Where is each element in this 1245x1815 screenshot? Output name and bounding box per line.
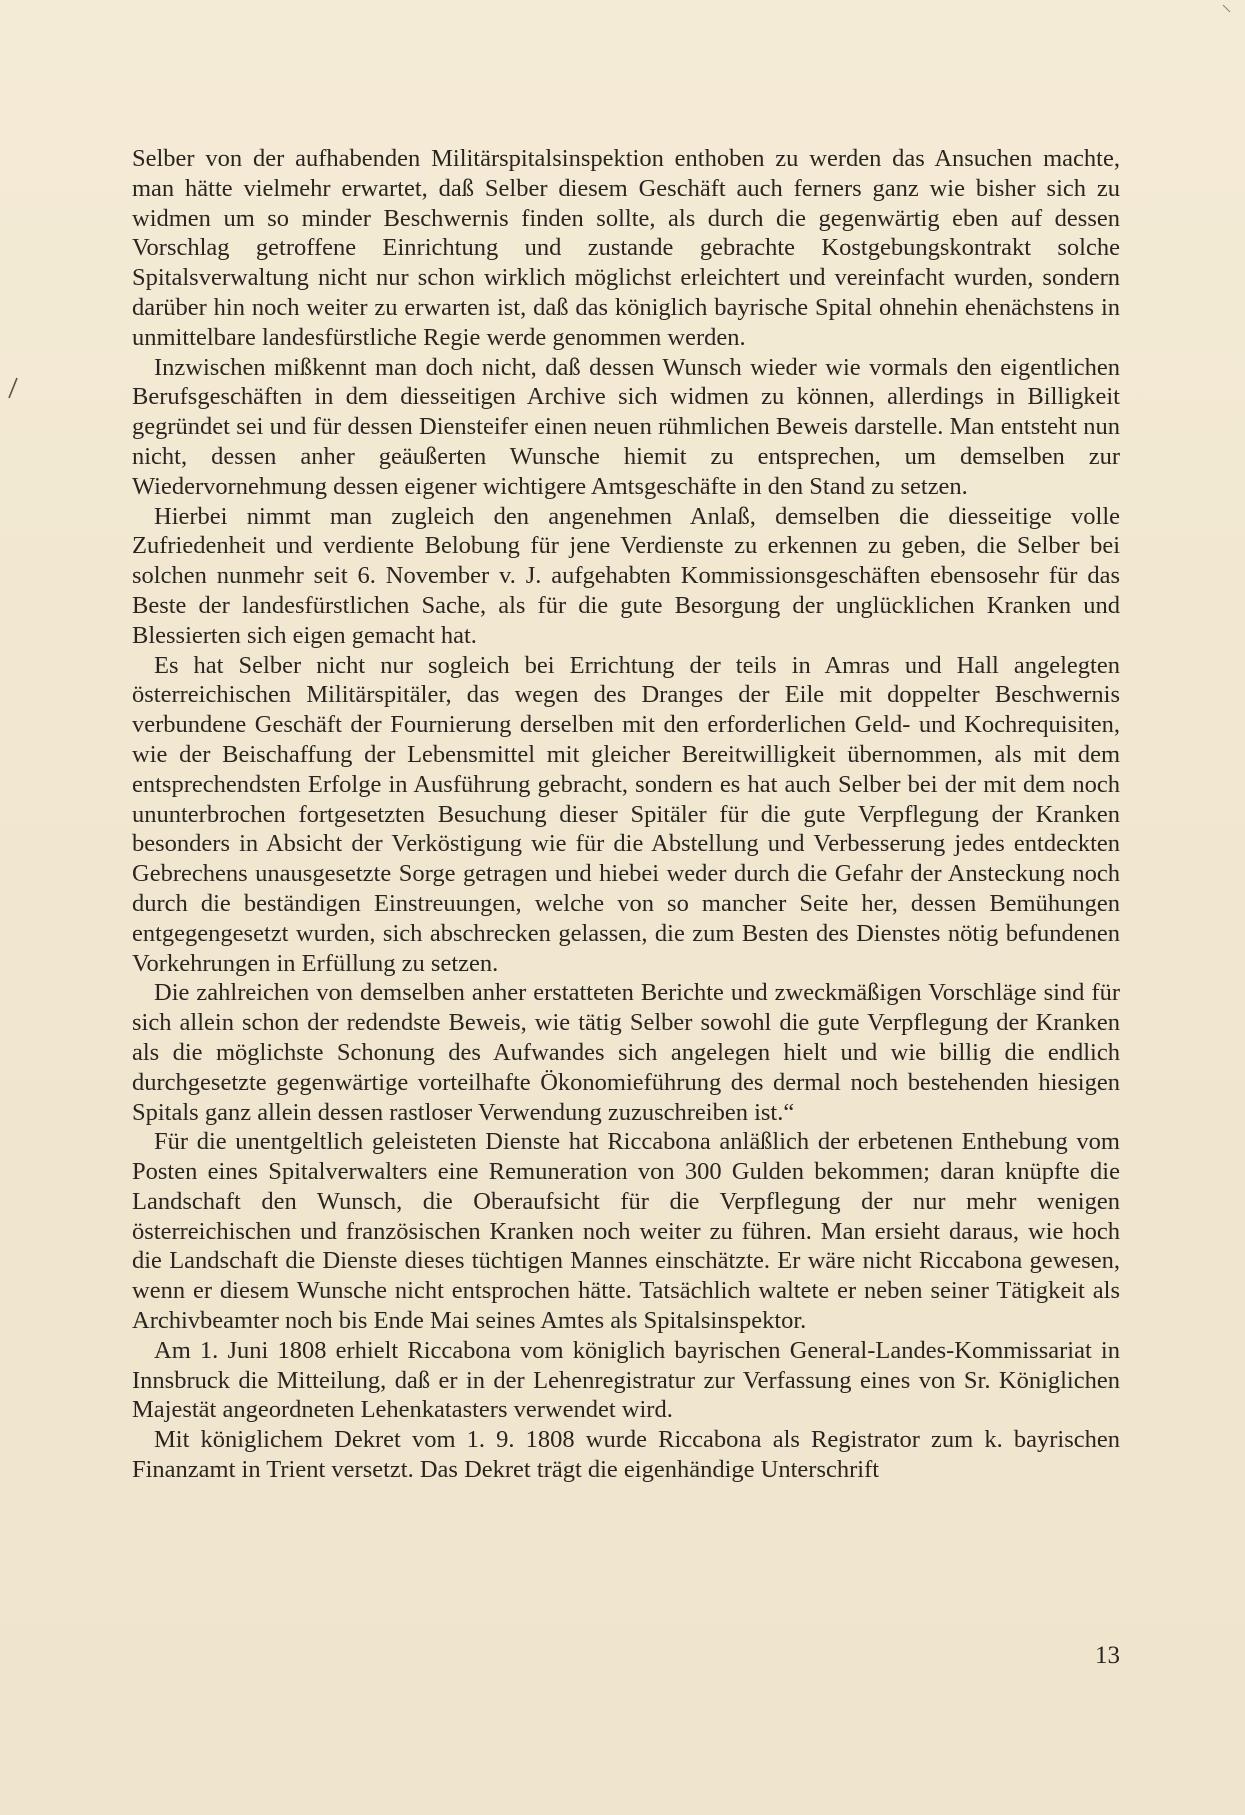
paragraph-3: Hierbei nimmt man zugleich den angenehmen Anlaß, demselben die diesseitige volle Zufriedenheit und verdiente Belobung für jene Verdienste zu erkennen zu geben, die Selber bei solchen nunmehr seit 6. November v. J. aufgehabten Kommissionsgeschäften ebensosehr für das Beste der landesfürstlichen Sache, als für die gute Besorgung der unglücklichen Kranken und Blessierten sich eigen gemacht hat. [132, 502, 1120, 649]
paragraph-8: Mit königlichem Dekret vom 1. 9. 1808 wurde Riccabona als Registrator zum k. bayrischen Finanzamt in Trient versetzt. Das Dekret trägt die eigenhändige Unterschrift [132, 1426, 1120, 1484]
body-text [132, 144, 1120, 1485]
paragraph-7: Am 1. Juni 1808 erhielt Riccabona vom königlich bayrischen General-Landes-Kommissariat in Innsbruck die Mitteilung, daß er in der Lehenregistratur zur Verfassung eines von Sr. Königlichen Majestät angeordneten Lehenkatasters verwendet wird. [132, 1336, 1120, 1424]
paragraph-6: Für die unentgeltlich geleisteten Dienste hat Riccabona anläßlich der erbetenen Enthebung vom Posten eines Spitalverwalters eine Remuneration von 300 Gulden bekommen; daran knüpfte die Landschaft den Wunsch, die Oberaufsicht für die Verpflegung der nur mehr wenigen österreichischen und französischen Kranken noch weiter zu führen. Man ersieht daraus, wie hoch die Landschaft die Dienste dieses tüchtigen Mannes einschätzte. Er wäre nicht Riccabona gewesen, wenn er diesem Wunsche nicht entsprochen hätte. Tatsächlich waltete er neben seiner Tätigkeit als Archivbeamter noch bis Ende Mai seines Amtes als Spitalsinspektor. [132, 1128, 1120, 1335]
paragraph-2: Inzwischen mißkennt man doch nicht, daß dessen Wunsch wieder wie vormals den eigentlichen Berufsgeschäften in dem diesseitigen Archive sich widmen zu können, allerdings in Billigkeit gegründet sei und für dessen Diensteifer einen neuen rühmlichen Beweis darstelle. Man entsteht nun nicht, dessen anher geäußerten Wunsche hiemit zu entsprechen, um demselben zur Wiedervornehmung dessen eigener wichtigere Amtsgeschäfte in den Stand zu setzen. [132, 353, 1120, 500]
margin-pencil-mark [6, 376, 20, 400]
paragraph-4: Es hat Selber nicht nur sogleich bei Errichtung der teils in Amras und Hall angelegten österreichischen Militärspitäler, das wegen des Dranges der Eile mit doppelter Beschwernis verbundene Geschäft der Fournierung derselben mit den erforderlichen Geld- und Kochrequisiten, wie der Beischaffung der Lebensmittel mit gleicher Bereitwilligkeit übernommen, als mit dem entsprechendsten Erfolge in Ausführung gebracht, sondern es hat auch Selber bei der mit dem noch ununterbrochen fortgesetzten Besuchung dieser Spitäler für die gute Verpflegung der Kranken besonders in Absicht der Verköstigung wie für die Abstellung und Verbesserung jedes entdeckten Gebrechens unausgesetzte Sorge getragen und hiebei weder durch die Gefahr der Ansteckung noch durch die beständigen Einstreuungen, welche von so mancher Seite her, dessen Bemühungen entgegengesetzt wurden, sich abschrecken gelassen, die zum Besten des Dienstes nötig befundenen Vorkehrungen in Erfüllung zu setzen. [132, 651, 1120, 977]
paragraph-5: Die zahlreichen von demselben anher erstatteten Berichte und zweckmäßigen Vorschläge sind für sich allein schon der redendste Beweis, wie tätig Selber sowohl die gute Verpflegung der Kranken als die möglichste Schonung des Aufwandes sich angelegen hielt und wie billig die endlich durchgesetzte gegenwärtige vorteilhafte Ökonomieführung des dermal noch bestehenden hiesigen Spitals ganz allein dessen rastloser Verwendung zuzuschreiben ist.“ [132, 979, 1120, 1126]
corner-pencil-mark [1222, 4, 1232, 14]
page-number: 13 [1095, 1642, 1120, 1669]
paragraph-1: Selber von der aufhabenden Militärspitalsinspektion enthoben zu werden das Ansuchen machte, man hätte vielmehr erwartet, daß Selber diesem Geschäft auch ferners ganz wie bisher sich zu widmen um so minder Beschwernis finden sollte, als durch die gegenwärtig eben auf dessen Vorschlag getroffene Einrichtung und zustande gebrachte Kostgebungskontrakt solche Spitalsverwaltung nicht nur schon wirklich möglichst erleichtert und vereinfacht wurden, sondern darüber hin noch weiter zu erwarten ist, daß das königlich bayrische Spital ohnehin ehenächstens in unmittelbare landesfürstliche Regie werde genommen werden. [132, 145, 1120, 351]
